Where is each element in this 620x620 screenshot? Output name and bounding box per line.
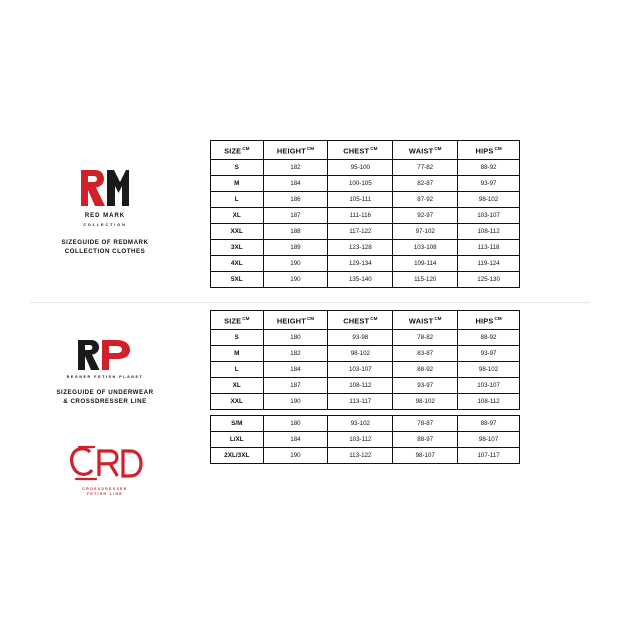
cell-hips: 125-130 (458, 272, 520, 288)
table-row (211, 362, 520, 378)
table-row (211, 240, 520, 256)
table-row (211, 192, 520, 208)
table-row (211, 378, 520, 394)
brand-block-rfp (0, 310, 210, 410)
cell-height: 190 (263, 448, 328, 464)
cell-size: 2XL/3XL (211, 448, 264, 464)
redmark-wordmark (83, 212, 126, 229)
cell-chest: 103-112 (328, 432, 393, 448)
cell-size: L (211, 192, 264, 208)
column-header-chest (328, 311, 393, 330)
cell-waist: 83-87 (393, 346, 458, 362)
cell-height: 186 (263, 192, 328, 208)
cell-size: XL (211, 378, 264, 394)
redmark-name: RED MARK (84, 213, 126, 219)
rfp-caption-line2: & CROSSDRESSER LINE (63, 398, 147, 405)
cell-height: 188 (263, 224, 328, 240)
table-row (211, 208, 520, 224)
table-row (211, 394, 520, 410)
cell-hips: 98-102 (458, 192, 520, 208)
size-table-rfp (210, 310, 520, 410)
cell-hips: 88-92 (458, 160, 520, 176)
crd-subname-line2: FETISH LINE (86, 492, 124, 496)
cell-waist: 88-97 (393, 432, 458, 448)
cell-waist: 93-97 (393, 378, 458, 394)
cell-chest: 117-122 (328, 224, 393, 240)
cell-hips: 113-118 (458, 240, 520, 256)
table-row (211, 416, 520, 432)
unit-label: CM (242, 146, 250, 151)
cell-hips: 98-107 (458, 432, 520, 448)
cell-height: 180 (263, 416, 328, 432)
column-header-size (211, 141, 264, 160)
cell-waist: 78-82 (393, 330, 458, 346)
unit-label: CM (434, 316, 442, 321)
cell-hips: 103-107 (458, 378, 520, 394)
header-label: WAIST (408, 316, 434, 326)
column-header-hips (458, 141, 520, 160)
table-row (211, 432, 520, 448)
cell-height: 182 (263, 160, 328, 176)
brand-block-redmark (0, 140, 210, 288)
unit-label: CM (370, 146, 378, 151)
cell-size: 5XL (211, 272, 264, 288)
cell-waist: 103-108 (393, 240, 458, 256)
cell-chest: 93-102 (328, 416, 393, 432)
size-table-crd (210, 415, 520, 464)
column-header-waist (393, 311, 458, 330)
header-label: SIZE (224, 316, 242, 326)
header-label: HIPS (475, 316, 494, 326)
unit-label: CM (370, 316, 378, 321)
crd-subname-line1: CROSSDRESSER (82, 487, 128, 491)
cell-chest: 113-117 (328, 394, 393, 410)
cell-size: 3XL (211, 240, 264, 256)
header-label: HEIGHT (276, 316, 306, 326)
cell-size: S (211, 330, 264, 346)
unit-label: CM (494, 316, 502, 321)
column-header-height (263, 141, 328, 160)
unit-label: CM (306, 316, 315, 321)
cell-chest: 105-111 (328, 192, 393, 208)
cell-size: M (211, 176, 264, 192)
cell-height: 190 (263, 394, 328, 410)
cell-height: 187 (263, 208, 328, 224)
cell-hips: 93-97 (458, 176, 520, 192)
cell-chest: 129-134 (328, 256, 393, 272)
table-row (211, 330, 520, 346)
cell-chest: 93-98 (328, 330, 393, 346)
cell-chest: 111-116 (328, 208, 393, 224)
table-row (211, 224, 520, 240)
cell-height: 182 (263, 346, 328, 362)
table-row (211, 346, 520, 362)
cell-height: 180 (263, 330, 328, 346)
sizeguide-section-redmark (0, 140, 620, 288)
rfp-caption-line1: SIZEGUIDE OF UNDERWEAR (56, 389, 154, 396)
cell-chest: 135-140 (328, 272, 393, 288)
cell-chest: 103-107 (328, 362, 393, 378)
crd-logo-icon (66, 443, 144, 485)
table-row (211, 256, 520, 272)
cell-hips: 103-107 (458, 208, 520, 224)
cell-chest: 123-128 (328, 240, 393, 256)
cell-size: XL (211, 208, 264, 224)
cell-size: XXL (211, 394, 264, 410)
header-label: WAIST (408, 146, 434, 156)
cell-height: 184 (263, 362, 328, 378)
table-block-crd (210, 415, 620, 497)
cell-height: 189 (263, 240, 328, 256)
redmark-subname: COLLECTION (83, 223, 127, 227)
cell-height: 184 (263, 176, 328, 192)
table-header-row (211, 141, 520, 160)
cell-hips: 119-124 (458, 256, 520, 272)
cell-waist: 77-82 (393, 160, 458, 176)
table-row (211, 272, 520, 288)
cell-chest: 113-122 (328, 448, 393, 464)
cell-chest: 100-105 (328, 176, 393, 192)
unit-label: CM (242, 316, 250, 321)
unit-label: CM (494, 146, 502, 151)
cell-hips: 98-102 (458, 362, 520, 378)
cell-waist: 82-87 (393, 176, 458, 192)
column-header-chest (328, 141, 393, 160)
table-row (211, 448, 520, 464)
brand-block-crd (0, 415, 210, 497)
header-label: HEIGHT (276, 146, 306, 156)
cell-height: 190 (263, 272, 328, 288)
cell-size: M (211, 346, 264, 362)
column-header-hips (458, 311, 520, 330)
cell-waist: 109-114 (393, 256, 458, 272)
cell-chest: 95-100 (328, 160, 393, 176)
unit-label: CM (434, 146, 442, 151)
unit-label: CM (306, 146, 315, 151)
cell-height: 184 (263, 432, 328, 448)
cell-size: XXL (211, 224, 264, 240)
cell-waist: 87-92 (393, 192, 458, 208)
cell-height: 187 (263, 378, 328, 394)
cell-waist: 92-97 (393, 208, 458, 224)
cell-chest: 108-112 (328, 378, 393, 394)
cell-size: 4XL (211, 256, 264, 272)
column-header-height (263, 311, 328, 330)
cell-waist: 98-102 (393, 394, 458, 410)
cell-size: L (211, 362, 264, 378)
cell-size: S/M (211, 416, 264, 432)
header-label: HIPS (475, 146, 494, 156)
cell-hips: 88-92 (458, 330, 520, 346)
table-block-redmark (210, 140, 620, 288)
table-row (211, 176, 520, 192)
cell-size: L/XL (211, 432, 264, 448)
rfp-subname: REGNER FETISH PLANET (66, 375, 144, 379)
size-table-redmark (210, 140, 520, 288)
cell-hips: 108-112 (458, 394, 520, 410)
rfp-logo-icon (75, 338, 135, 372)
crd-subname (82, 487, 127, 497)
cell-size: S (211, 160, 264, 176)
sizeguide-section-rfp (0, 310, 620, 410)
redmark-caption (61, 238, 148, 256)
cell-waist: 97-102 (393, 224, 458, 240)
table-block-rfp (210, 310, 620, 410)
header-label: CHEST (343, 146, 370, 156)
table-header-row (211, 311, 520, 330)
header-label: SIZE (224, 146, 242, 156)
cell-hips: 93-97 (458, 346, 520, 362)
cell-waist: 88-92 (393, 362, 458, 378)
redmark-m-logo-icon (79, 168, 131, 208)
cell-hips: 88-97 (458, 416, 520, 432)
column-header-waist (393, 141, 458, 160)
cell-hips: 108-112 (458, 224, 520, 240)
redmark-caption-line2: COLLECTION CLOTHES (64, 248, 146, 255)
section-divider (30, 302, 590, 303)
cell-hips: 107-117 (458, 448, 520, 464)
header-label: CHEST (343, 316, 370, 326)
rfp-caption (56, 388, 153, 406)
cell-waist: 115-120 (393, 272, 458, 288)
column-header-size (211, 311, 264, 330)
cell-waist: 98-107 (393, 448, 458, 464)
sizeguide-section-crd (0, 415, 620, 497)
cell-chest: 98-102 (328, 346, 393, 362)
cell-height: 190 (263, 256, 328, 272)
cell-waist: 78-87 (393, 416, 458, 432)
redmark-caption-line1: SIZEGUIDE OF REDMARK (61, 239, 149, 246)
table-row (211, 160, 520, 176)
